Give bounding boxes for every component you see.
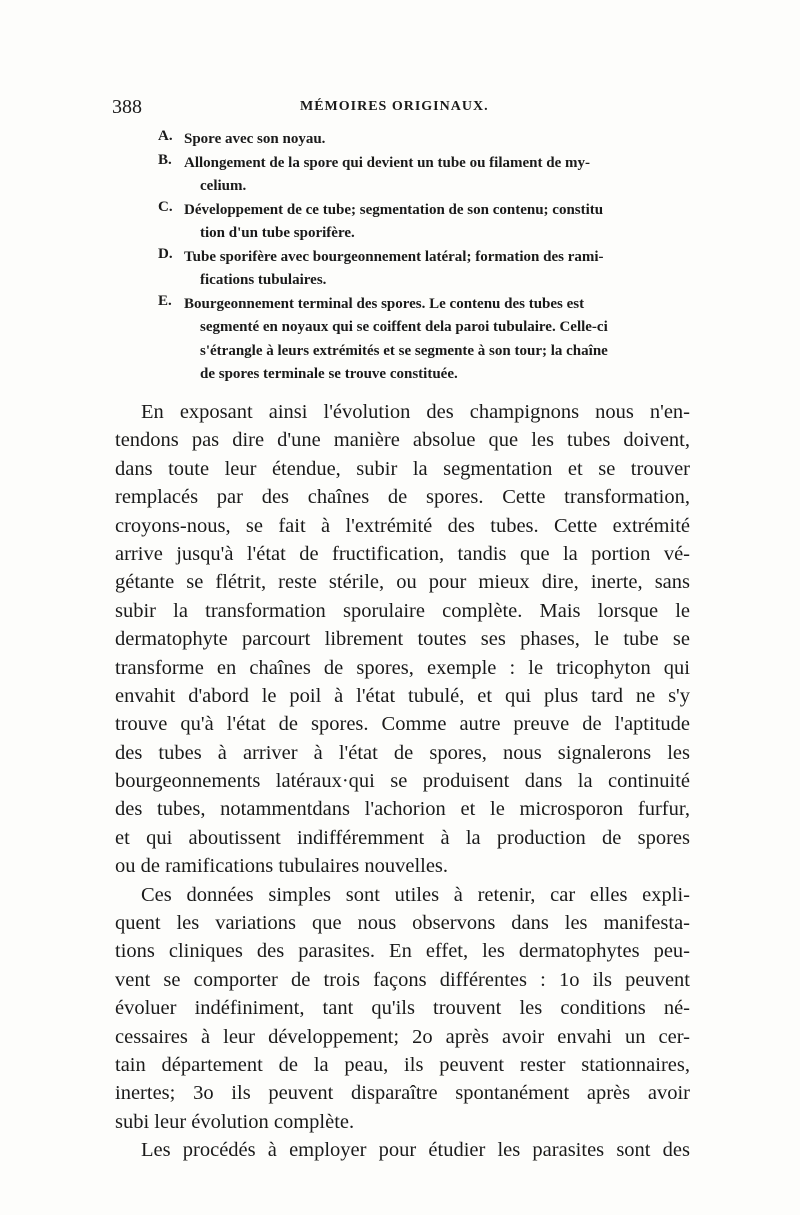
legend-text: Développement de ce tube; segmentation de son contenu; constitu: [184, 201, 604, 218]
text-line: tain département de la peau, ils peuvent rester stationnaires,: [115, 1053, 690, 1076]
text-line: transforme en chaînes de spores, exemple : le tricophyton qui: [115, 656, 690, 679]
body-text: [115, 398, 690, 1165]
text-line: dermatophyte parcourt librement toutes ses phases, le tube se: [115, 628, 690, 651]
legend-item-a: [158, 128, 698, 152]
running-title: MÉMOIRES ORIGINAUX.: [300, 99, 489, 114]
paragraph-1: [115, 398, 690, 881]
legend-text: Bourgeonnement terminal des spores. Le contenu des tubes est: [184, 295, 585, 312]
legend-text: tion d'un tube sporifère.: [200, 225, 355, 241]
legend-letter: A.: [158, 128, 173, 144]
text-line: vent se comporter de trois façons différentes : 1o ils peuvent: [115, 968, 690, 991]
legend-letter: D.: [158, 245, 173, 262]
legend-text: Spore avec son noyau.: [184, 131, 326, 147]
text-line: envahit d'abord le poil à l'état tubulé, et qui plus tard ne s'y: [115, 684, 690, 707]
legend-text: s'étrangle à leurs extrémités et se segmente à son tour; la chaîne: [200, 342, 608, 359]
text-line: gétante se flétrit, reste stérile, ou pour mieux dire, inerte, sans: [115, 571, 690, 594]
legend-item-c: [158, 199, 698, 246]
running-head: [112, 96, 692, 124]
text-line: ou de ramifications tubulaires nouvelles.: [115, 855, 449, 878]
text-line: remplacés par des chaînes de spores. Cette transformation,: [115, 486, 690, 509]
page-number: 388: [112, 96, 142, 118]
legend-item-e: [158, 293, 698, 387]
legend-text: Allongement de la spore qui devient un tube ou filament de my-: [184, 154, 590, 171]
text-line: bourgeonnements latéraux·qui se produisent dans la continuité: [115, 770, 690, 793]
text-line: subi leur évolution complète.: [115, 1110, 355, 1133]
text-line: subir la transformation sporulaire complète. Mais lorsque le: [115, 599, 690, 622]
legend-text: de spores terminale se trouve constituée.: [200, 366, 458, 382]
text-line: cessaires à leur développement; 2o après avoir envahi un cer-: [115, 1025, 690, 1048]
text-line: tendons pas dire d'une manière absolue que les tubes doivent,: [115, 429, 690, 452]
text-line: des tubes, notammentdans l'achorion et le microsporon furfur,: [115, 798, 690, 821]
text-line: trouve qu'à l'état de spores. Comme autre preuve de l'aptitude: [115, 713, 690, 736]
text-line: Ces données simples sont utiles à retenir, car elles expli-: [141, 883, 690, 906]
text-line: et qui aboutissent indifféremment à la production de spores: [115, 826, 690, 849]
legend-letter: E.: [158, 292, 172, 309]
legend-text: Tube sporifère avec bourgeonnement latéral; formation des rami-: [184, 248, 604, 265]
legend-text: fications tubulaires.: [200, 272, 327, 288]
legend-text: segmenté en noyaux qui se coiffent dela paroi tubulaire. Celle-ci: [200, 319, 608, 335]
text-line: croyons-nous, se fait à l'extrémité des tubes. Cette extrémité: [115, 514, 690, 537]
text-line: Les procédés à employer pour étudier les parasites sont des: [141, 1139, 690, 1162]
paragraph-3: [115, 1136, 690, 1164]
text-line: En exposant ainsi l'évolution des champignons nous n'en-: [141, 401, 690, 423]
legend-text: celium.: [200, 178, 247, 194]
legend-item-d: [158, 246, 698, 293]
text-line: des tubes à arriver à l'état de spores, nous signalerons les: [115, 741, 690, 764]
text-line: arrive jusqu'à l'état de fructification, tandis que la portion vé-: [115, 542, 690, 565]
paragraph-2: [115, 881, 690, 1137]
text-line: tions cliniques des parasites. En effet, les dermatophytes peu-: [115, 940, 690, 963]
text-line: quent les variations que nous observons dans les manifesta-: [115, 912, 690, 935]
legend-letter: B.: [158, 151, 172, 168]
legend-item-b: [158, 152, 698, 199]
figure-legend: [158, 128, 698, 387]
text-line: évoluer indéfiniment, tant qu'ils trouvent les conditions né-: [115, 997, 690, 1020]
legend-letter: C.: [158, 198, 173, 215]
text-line: inertes; 3o ils peuvent disparaître spontanément après avoir: [115, 1082, 690, 1105]
text-line: dans toute leur étendue, subir la segmentation et se trouver: [115, 457, 690, 480]
